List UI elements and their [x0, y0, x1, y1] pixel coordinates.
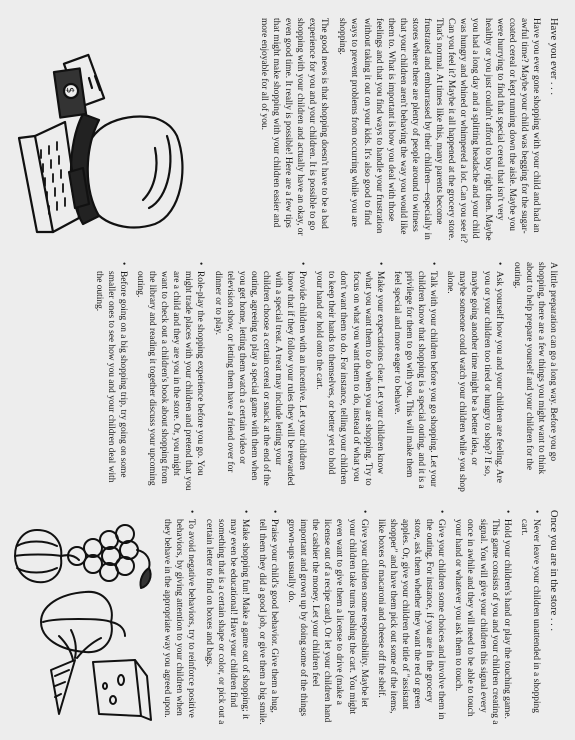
list-item: • Make shopping fun! Make a game out of shopping; it may even be educational! Have your children find something that is a certain shape or color, or pick out a certain letter to find on boxes and bags. — [202, 510, 250, 725]
list-item: • Hold your children's hand or play the touching game. This game consists of you and your children creating a signal. You will give your children this signal every once in awhile and they will need to be able to touch your hand or whatever you ask them to touch. — [452, 510, 512, 725]
list-item: • Praise your child's good behavior. Give them a hug, tell them they did a good job, or give them a big smile. — [256, 510, 280, 725]
list-item: • Make your expectations clear. Let your children know what you want them to do when you are shopping. Try to focus on what you want them to do, instead of what you don't want them to do. For instance, telling your children to keep their hands to themselves, or better yet to hold your hand or hold onto the cart. — [313, 262, 386, 492]
list-item: • Never leave your children unattended in a shopping cart. — [518, 510, 542, 725]
list-item: • Ask yourself how you and your children are feeling. Are you or your children too tired or hungry to shop? If so, maybe going another time might be a better idea, or maybe someone could watch your children while you shop alone. — [444, 262, 504, 492]
preparation-tips-list — [93, 262, 505, 492]
list-item: • To avoid negative behaviors, try to reinforce positive behaviors, by giving attention to your children when they behave in the appropriate way you agreed upon. — [161, 510, 197, 725]
list-item: • Talk with your children before you go shopping. Let your children know that shopping is a special outing, and it is a privilege for them to go with you. This will make them feel special and more eager to behave. — [391, 262, 439, 492]
panel-heading: Once you are in the store . . . — [548, 510, 559, 632]
panel-preparation — [11, 262, 559, 492]
bell-pepper-icon — [41, 592, 125, 652]
list-item: • Give your children some choices and involve them in the outing. For instance, if you are in the grocery store, ask them whether they want the red or green apples. Or, give your children the title of "assistant shopper" and have them pick out some of the items, like boxes of macaroni and cheese off the shelf. — [375, 510, 448, 725]
cheese-icon — [93, 660, 151, 720]
paragraph: Have you ever gone shopping with your child and had an awful time? Maybe your child was begging for the sugar-coated cereal or kept running down the aisle. Maybe you were hurrying to find that special cereal that isn't very healthy or you just couldn't afford to buy right then. Maybe you had a long day and a splitting headache and your child was hungry and whined or whimpered a lot. Can you see it? Can you feel it? Maybe it all happened at the grocery store. That's normal. At times like this, many parents become frustrated and embarrassed by their children—especially in stores where there are plenty of people around to witness that your children aren't behaving the way you would like them to. What is important is how you deal with those feelings and that you find ways to handle your frustration without taking it out on your kids. It's also good to find ways to prevent problems from occurring while you are shopping. — [337, 18, 541, 243]
panel-heading: Have you ever . . . — [548, 18, 559, 95]
grapes-icon — [68, 525, 151, 588]
intro-paragraph: A little preparation can go a long way. Before you go shopping, there are a few things you might want to think about to help prepare yourself and your children for the outing. — [511, 262, 558, 475]
money-icon — [54, 55, 104, 118]
list-item: • Role-play the shopping experience before you go. You might trade places with your children and pretend that you are a child and they are you in the store. Or, you might want to check out a children's book about shopping from the library and reading it together discuss your upcoming outing. — [134, 262, 207, 492]
svg-text:$: $ — [64, 87, 75, 94]
panel-in-the-store — [11, 510, 559, 725]
panel-have-you-ever — [11, 18, 559, 243]
list-item: • Give your children some responsibility. Maybe let your children take turns pushing the cart. You might even want to give them a license to drive (make a license out of a recipe card). Or let your children hand the cashier the money. Let your children feel important and grown up by doing some of the things grown-ups usually do. — [285, 510, 370, 725]
in-store-tips-list — [161, 510, 542, 725]
list-item: • Provide children with an incentive. Let your children know that if they follow your rules they will be rewarded with a special treat. A treat may include letting your children choose a certain cereal or snack at the end of the outing, agreeing to play a special game with them when you get home, letting them watch a certain video or television show, or letting them have a friend over for dinner or to play. — [211, 262, 308, 492]
grocery-bag-icon — [71, 114, 182, 227]
onion-icon — [15, 530, 79, 582]
produce-illustration — [11, 510, 155, 725]
paragraph: The good news is that shopping doesn't have to be a bad experience for you and your children. It is possible to go shopping with your children and actually have an okay, or even good time. It really is possible! Here are a few tips that might make shopping with your children easier and more enjoyable for all of you. — [258, 18, 330, 236]
shopping-illustration — [11, 18, 195, 243]
list-item: • Before going on a big shopping trip, try going on some smaller ones to see how you and your children deal with the outing. — [93, 262, 129, 492]
